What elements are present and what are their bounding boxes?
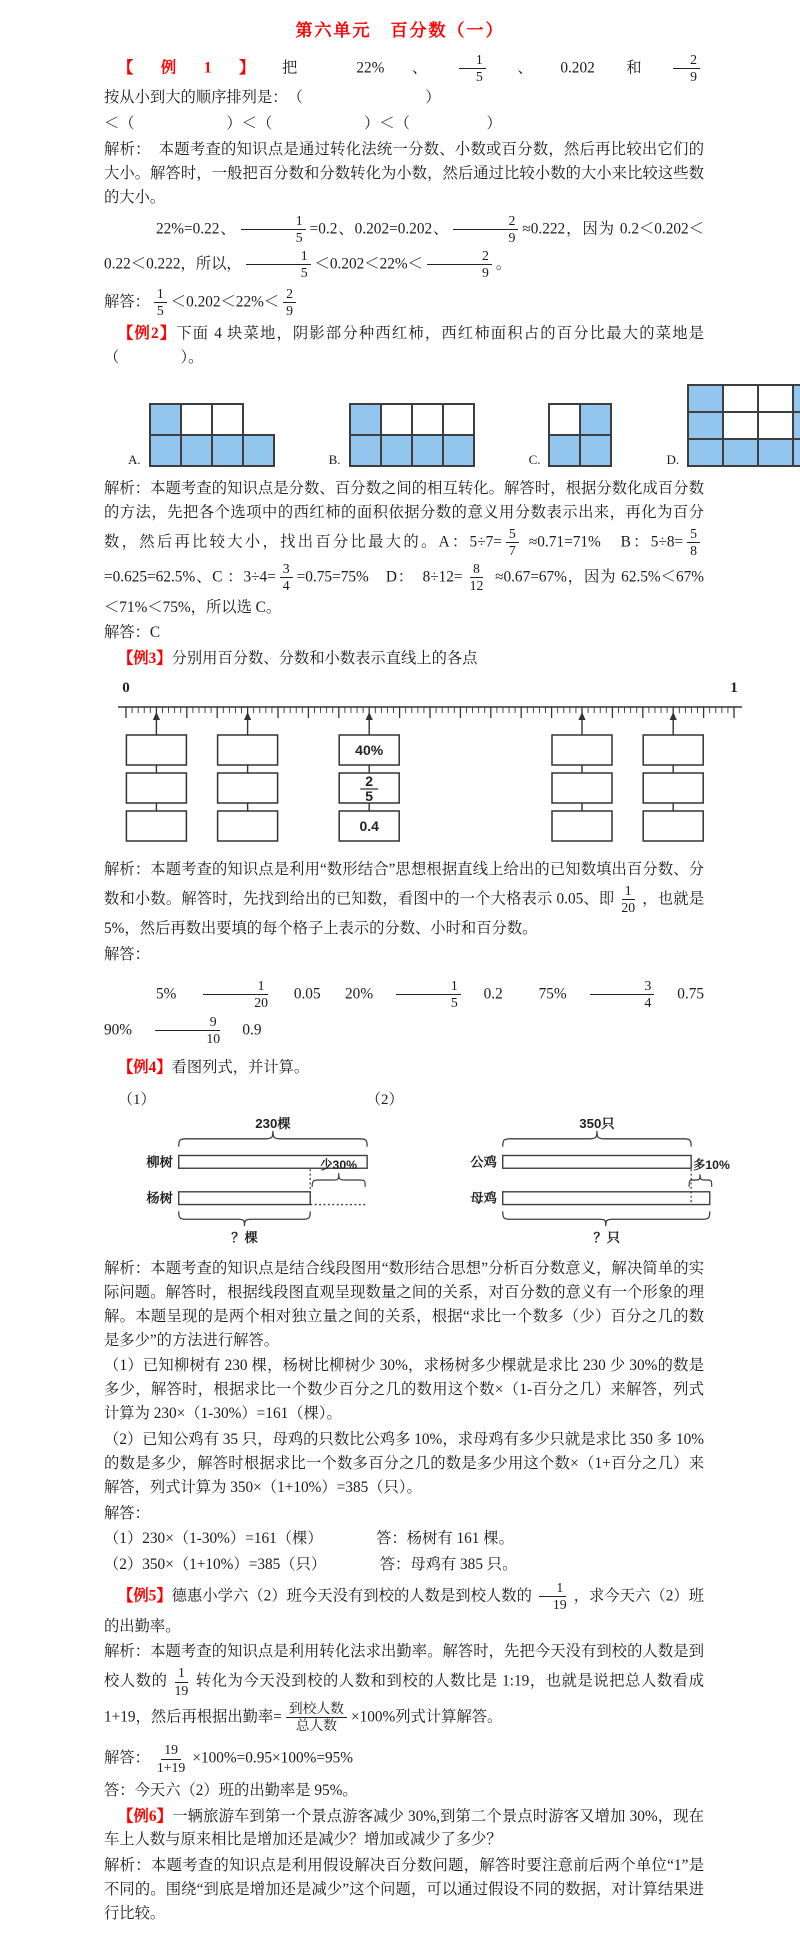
empty-answer-box: [218, 811, 278, 841]
empty-cell: [548, 403, 581, 436]
delta-brace: [689, 1174, 712, 1187]
empty-cell: [211, 403, 244, 436]
fraction: $\frac{3}{4}$: [280, 561, 293, 594]
shaded-cell: [411, 434, 444, 467]
numberline-zero-label: 0: [122, 680, 130, 697]
empty-answer-box: [552, 811, 612, 841]
fraction: $\frac{2}{9}$: [427, 248, 492, 281]
arrow-icon: [670, 712, 677, 720]
ex4-sublabel-2: （2）: [366, 1091, 404, 1108]
shaded-cell: [180, 434, 213, 467]
example-label: 【例1】: [118, 59, 282, 77]
ex4-analysis: 解析：本题考查的知识点是结合线段图用“数形结合思想”分析百分数意义，解决简单的实际问题。解答时，根据线段图直观呈现数量之间的关系，对百分数的意义有一个形象的理解。本题呈现的是两个相对独立量之间的关系，根据“求比一个数多（少）百分之几的数是多少”的方法进行解答。: [104, 1259, 704, 1349]
bottom-brace: [503, 1211, 710, 1226]
empty-cell: [180, 403, 213, 436]
numberline-one-label: 1: [730, 680, 738, 697]
veg-grid: [666, 384, 800, 467]
example-label: 【例4】: [118, 1059, 172, 1077]
fraction: $\frac{2}{9}$: [453, 213, 518, 246]
shaded-cell: [687, 438, 724, 467]
shaded-cell: [442, 434, 475, 467]
shaded-cell: [579, 434, 612, 467]
empty-answer-box: [552, 735, 612, 765]
empty-cell: [380, 403, 413, 436]
empty-cell: [757, 384, 794, 413]
arrow-icon: [578, 712, 585, 720]
numberline-svg: [104, 677, 754, 847]
shaded-cell: [211, 434, 244, 467]
shaded-cell: [242, 434, 275, 467]
fraction: $\frac{\text{到校人数}}{\text{总人数}}$: [286, 1701, 347, 1734]
example-label: 【例5】: [118, 1587, 172, 1605]
delta-brace: [312, 1173, 365, 1187]
ex1-question: 【例1】把 22%、 $\frac{1}{5}$ 、0.202 和 $\frac{2}{9}$ 按从小到大的顺序排列是： （ ）: [104, 51, 704, 110]
top-brace: [179, 1131, 367, 1147]
empty-cell: [722, 384, 759, 413]
fraction: $\frac{1}{5}$: [396, 978, 461, 1011]
grid-option-label: A.: [128, 451, 141, 467]
shaded-cell: [349, 434, 382, 467]
diagram1-total-label: 230棵: [255, 1115, 291, 1131]
fraction: $\frac{1}{20}$: [199, 978, 271, 1011]
ex4-step2: （2）已知公鸡有 35 只，母鸡的只数比公鸡多 10%，求母鸡有多少只就是求比 350 多 10%的数是多少，解答时根据求比一个数多百分之几的数是多少用这个数×（1+百分之几）来解答，列式计算为 350×（1+10%）=385（只）。: [104, 1430, 704, 1496]
ex6-question: 【例6】一辆旅游车到第一个景点游客减少 30%,到第二个景点时游客又增加 30%，现在车上人数与原来相比是增加还是减少？增加或减少了多少？: [104, 1807, 704, 1849]
tape-diagram-rooster-hen: [436, 1115, 760, 1247]
fraction: $\frac{5}{7}$: [506, 526, 519, 559]
ex2-figure: [128, 384, 740, 467]
diagram1-question-label: ？棵: [231, 1229, 258, 1245]
fraction: $\frac{3}{4}$: [590, 978, 655, 1011]
fraction: $\frac{2}{9}$: [283, 286, 296, 319]
empty-cell: [442, 403, 475, 436]
empty-answer-box: [126, 773, 186, 803]
ex4-answer-label: 解答：: [104, 1504, 150, 1522]
ex1-calculation: 22%=0.22、 $\frac{1}{5}$ =0.2、0.202=0.202、 $\frac{2}{9}$ ≈0.222，因为 0.2＜0.202＜0.22＜0.222，所以， $\frac{1}{5}$ ＜0.202＜22%＜ $\frac{2}{9}$ 。: [104, 212, 704, 281]
shaded-cell: [579, 403, 612, 436]
diagram2-question-label: ？只: [593, 1229, 621, 1245]
shaded-cell: [757, 438, 794, 467]
ex3-analysis: 解析：本题考查的知识点是利用“数形结合”思想根据直线上给出的已知数填出百分数、分数和小数。解答时，先找到给出的已知数，看图中的一个大格表示 0.05、即 $\frac{1}{20}$ ，也就是 5%，然后再数出要填的每个格子上表示的分数、小时和百分数。: [104, 861, 704, 938]
example-label: 【例3】: [118, 650, 172, 668]
page-title: 第六单元 百分数（一）: [295, 21, 505, 40]
rooster-bar: [503, 1155, 691, 1168]
shaded-cell: [149, 403, 182, 436]
ex3-answer-row: 5% $\frac{1}{20}$ 0.05 20% $\frac{1}{5}$ 0.2 75% $\frac{3}{4}$ 0.75 90% $\frac{9}{10}$ 0.9: [104, 978, 720, 1046]
top-brace: [503, 1131, 691, 1147]
shaded-cell: [687, 384, 724, 413]
empty-answer-box: [218, 773, 278, 803]
example-label: 【例2】: [118, 325, 177, 343]
diagram2-row1-label: 公鸡: [470, 1154, 498, 1170]
empty-answer-box: [643, 811, 703, 841]
ex4-sublabel-1: （1）: [118, 1091, 156, 1108]
ex1-blanks-line: ＜（ ）＜（ ）＜（ ）: [104, 115, 502, 133]
empty-answer-box: [126, 811, 186, 841]
arrow-icon: [244, 712, 251, 720]
shaded-cell: [548, 434, 581, 467]
empty-cell: [722, 411, 759, 440]
empty-cell: [757, 411, 794, 440]
fraction: $\frac{2}{9}$: [673, 52, 700, 85]
shaded-cell: [792, 411, 800, 440]
given-fraction-denominator: 5: [365, 788, 374, 805]
grid-option-label: C.: [528, 451, 541, 467]
ex5-analysis: 解析：本题考查的知识点是利用转化法求出勤率。解答时，先把今天没有到校的人数是到校人数的 $\frac{1}{19}$ 转化为今天没到校的人数和到校的人数比是 1:19，也就是说把总人数看成 1+19，然后再根据出勤率= $\frac{\text{到校人数}}{\text{总人数}}$ ×100%列式计算解答。: [104, 1643, 704, 1734]
shaded-cell: [722, 438, 759, 467]
fraction: $\frac{8}{12}$: [469, 561, 484, 594]
ex6-analysis: 解析：本题考查的知识点是利用假设解决百分数问题，解答时要注意前后两个单位“1”是不同的。围绕“到底是增加还是减少”这个问题，可以通过假设不同的数据，对计算结果进行比较。: [104, 1857, 704, 1923]
empty-answer-box: [643, 735, 703, 765]
diagram1-delta-label: 少30%: [320, 1158, 358, 1173]
ex1-answer: 解答： $\frac{1}{5}$ ＜0.202＜22%＜ $\frac{2}{9}$: [104, 285, 704, 320]
grid-option-label: B.: [328, 451, 341, 467]
ex4-step1: （1）已知柳树有 230 棵，杨树比柳树少 30%，求杨树多少棵就是求比 230 少 30%的数是多少，解答时，根据求比一个数少百分之几的数用这个数×（1-百分之几）来解答，列式计算为 230×（1-30%）=161（棵）。: [104, 1357, 704, 1423]
fraction: $\frac{1}{5}$: [246, 248, 311, 281]
ex5-answer: 解答： $\frac{19}{1+19}$ ×100%=0.95×100%=95%: [104, 1742, 354, 1775]
shaded-cell: [792, 384, 800, 413]
fraction: $\frac{9}{10}$: [151, 1014, 223, 1047]
poplar-bar: [179, 1192, 310, 1205]
shaded-cell: [687, 411, 724, 440]
ex3-answer-label: 解答：: [104, 946, 150, 964]
empty-answer-box: [552, 773, 612, 803]
ex2-question: 【例2】下面 4 块菜地，阴影部分种西红柿，西红柿面积占的百分比最大的菜地是（ ）。: [104, 325, 704, 367]
fraction: $\frac{1}{19}$: [536, 1580, 570, 1613]
shaded-cell: [149, 434, 182, 467]
shaded-cell: [380, 434, 413, 467]
grid-option-label: D.: [666, 451, 680, 467]
example-label: 【例6】: [118, 1807, 173, 1825]
ex4-question: 【例4】看图列式，并计算。: [118, 1059, 310, 1077]
ex1-analysis: 解析： 本题考查的知识点是通过转化法统一分数、小数或百分数，然后再比较出它们的大小。解答时，一般把百分数和分数转化为小数，然后通过比较小数的大小来比较这些数的大小。: [104, 141, 704, 206]
diagram1-row1-label: 柳树: [146, 1154, 173, 1170]
arrow-icon: [153, 712, 160, 720]
fraction: $\frac{1}{5}$: [154, 286, 167, 319]
fraction: $\frac{1}{19}$: [174, 1665, 189, 1698]
tape-diagram-willow-poplar: [112, 1115, 416, 1247]
ex4-sublabels: [118, 1088, 704, 1109]
ex4-answer-1: （1）230×（1-30%）=161（棵） 答：杨树有 161 棵。: [104, 1530, 514, 1548]
diagram1-row2-label: 杨树: [146, 1190, 173, 1206]
given-decimal: 0.4: [359, 818, 379, 835]
empty-answer-box: [643, 773, 703, 803]
given-fraction-numerator: 2: [365, 773, 374, 790]
ex3-question: 【例3】分别用百分数、分数和小数表示直线上的各点: [118, 650, 478, 668]
ex4-answer-2: （2）350×（1+10%）=385（只） 答：母鸡有 385 只。: [104, 1556, 518, 1574]
fraction: $\frac{5}{8}$: [687, 526, 700, 559]
veg-grid: [128, 403, 275, 467]
ex5-question: 【例5】德惠小学六（2）班今天没有到校的人数是到校人数的 $\frac{1}{19}$ ，求今天六（2）班的出勤率。: [104, 1580, 704, 1635]
bottom-brace: [179, 1211, 310, 1226]
ex2-answer: 解答：C: [104, 624, 161, 642]
veg-grid: [529, 403, 613, 467]
ex5-final-answer: 答：今天六（2）班的出勤率是 95%。: [104, 1781, 358, 1799]
diagram2-delta-label: 多10%: [693, 1158, 731, 1173]
given-percent: 40%: [355, 742, 384, 759]
ex4-diagrams: [112, 1115, 760, 1247]
empty-cell: [411, 403, 444, 436]
empty-answer-box: [126, 735, 186, 765]
veg-grid: [329, 403, 475, 467]
ex2-analysis: 解析：本题考查的知识点是分数、百分数之间的相互转化。解答时，根据分数化成百分数的方法，先把各个选项中的西红柿的面积依据分数的意义用分数表示出来，再化为百分数，然后再比较大小，找出百分比最大的。A：5÷7= $\frac{5}{7}$ ≈0.71=71% B：5÷8= $\frac{5}{8}$ =0.625=62.5%、C ：3÷4= $\frac{3}{4}$ =0.75=75% D： 8÷12= $\frac{8}{12}$ ≈0.67=67%，因为 62.5%＜67%＜71%＜75%，所以选 C。: [104, 479, 705, 616]
fraction: $\frac{1}{20}$: [621, 882, 636, 916]
diagram2-total-label: 350只: [579, 1115, 615, 1131]
arrow-icon: [366, 712, 373, 720]
hen-bar: [503, 1192, 710, 1205]
numberline-figure: [104, 677, 740, 852]
diagram2-row2-label: 母鸡: [470, 1190, 498, 1206]
fraction: $\frac{19}{1+19}$: [156, 1742, 186, 1775]
shaded-cell: [349, 403, 382, 436]
fraction: $\frac{1}{5}$: [459, 52, 486, 85]
shaded-cell: [792, 438, 800, 467]
empty-answer-box: [218, 735, 278, 765]
fraction: $\frac{1}{5}$: [241, 213, 306, 246]
